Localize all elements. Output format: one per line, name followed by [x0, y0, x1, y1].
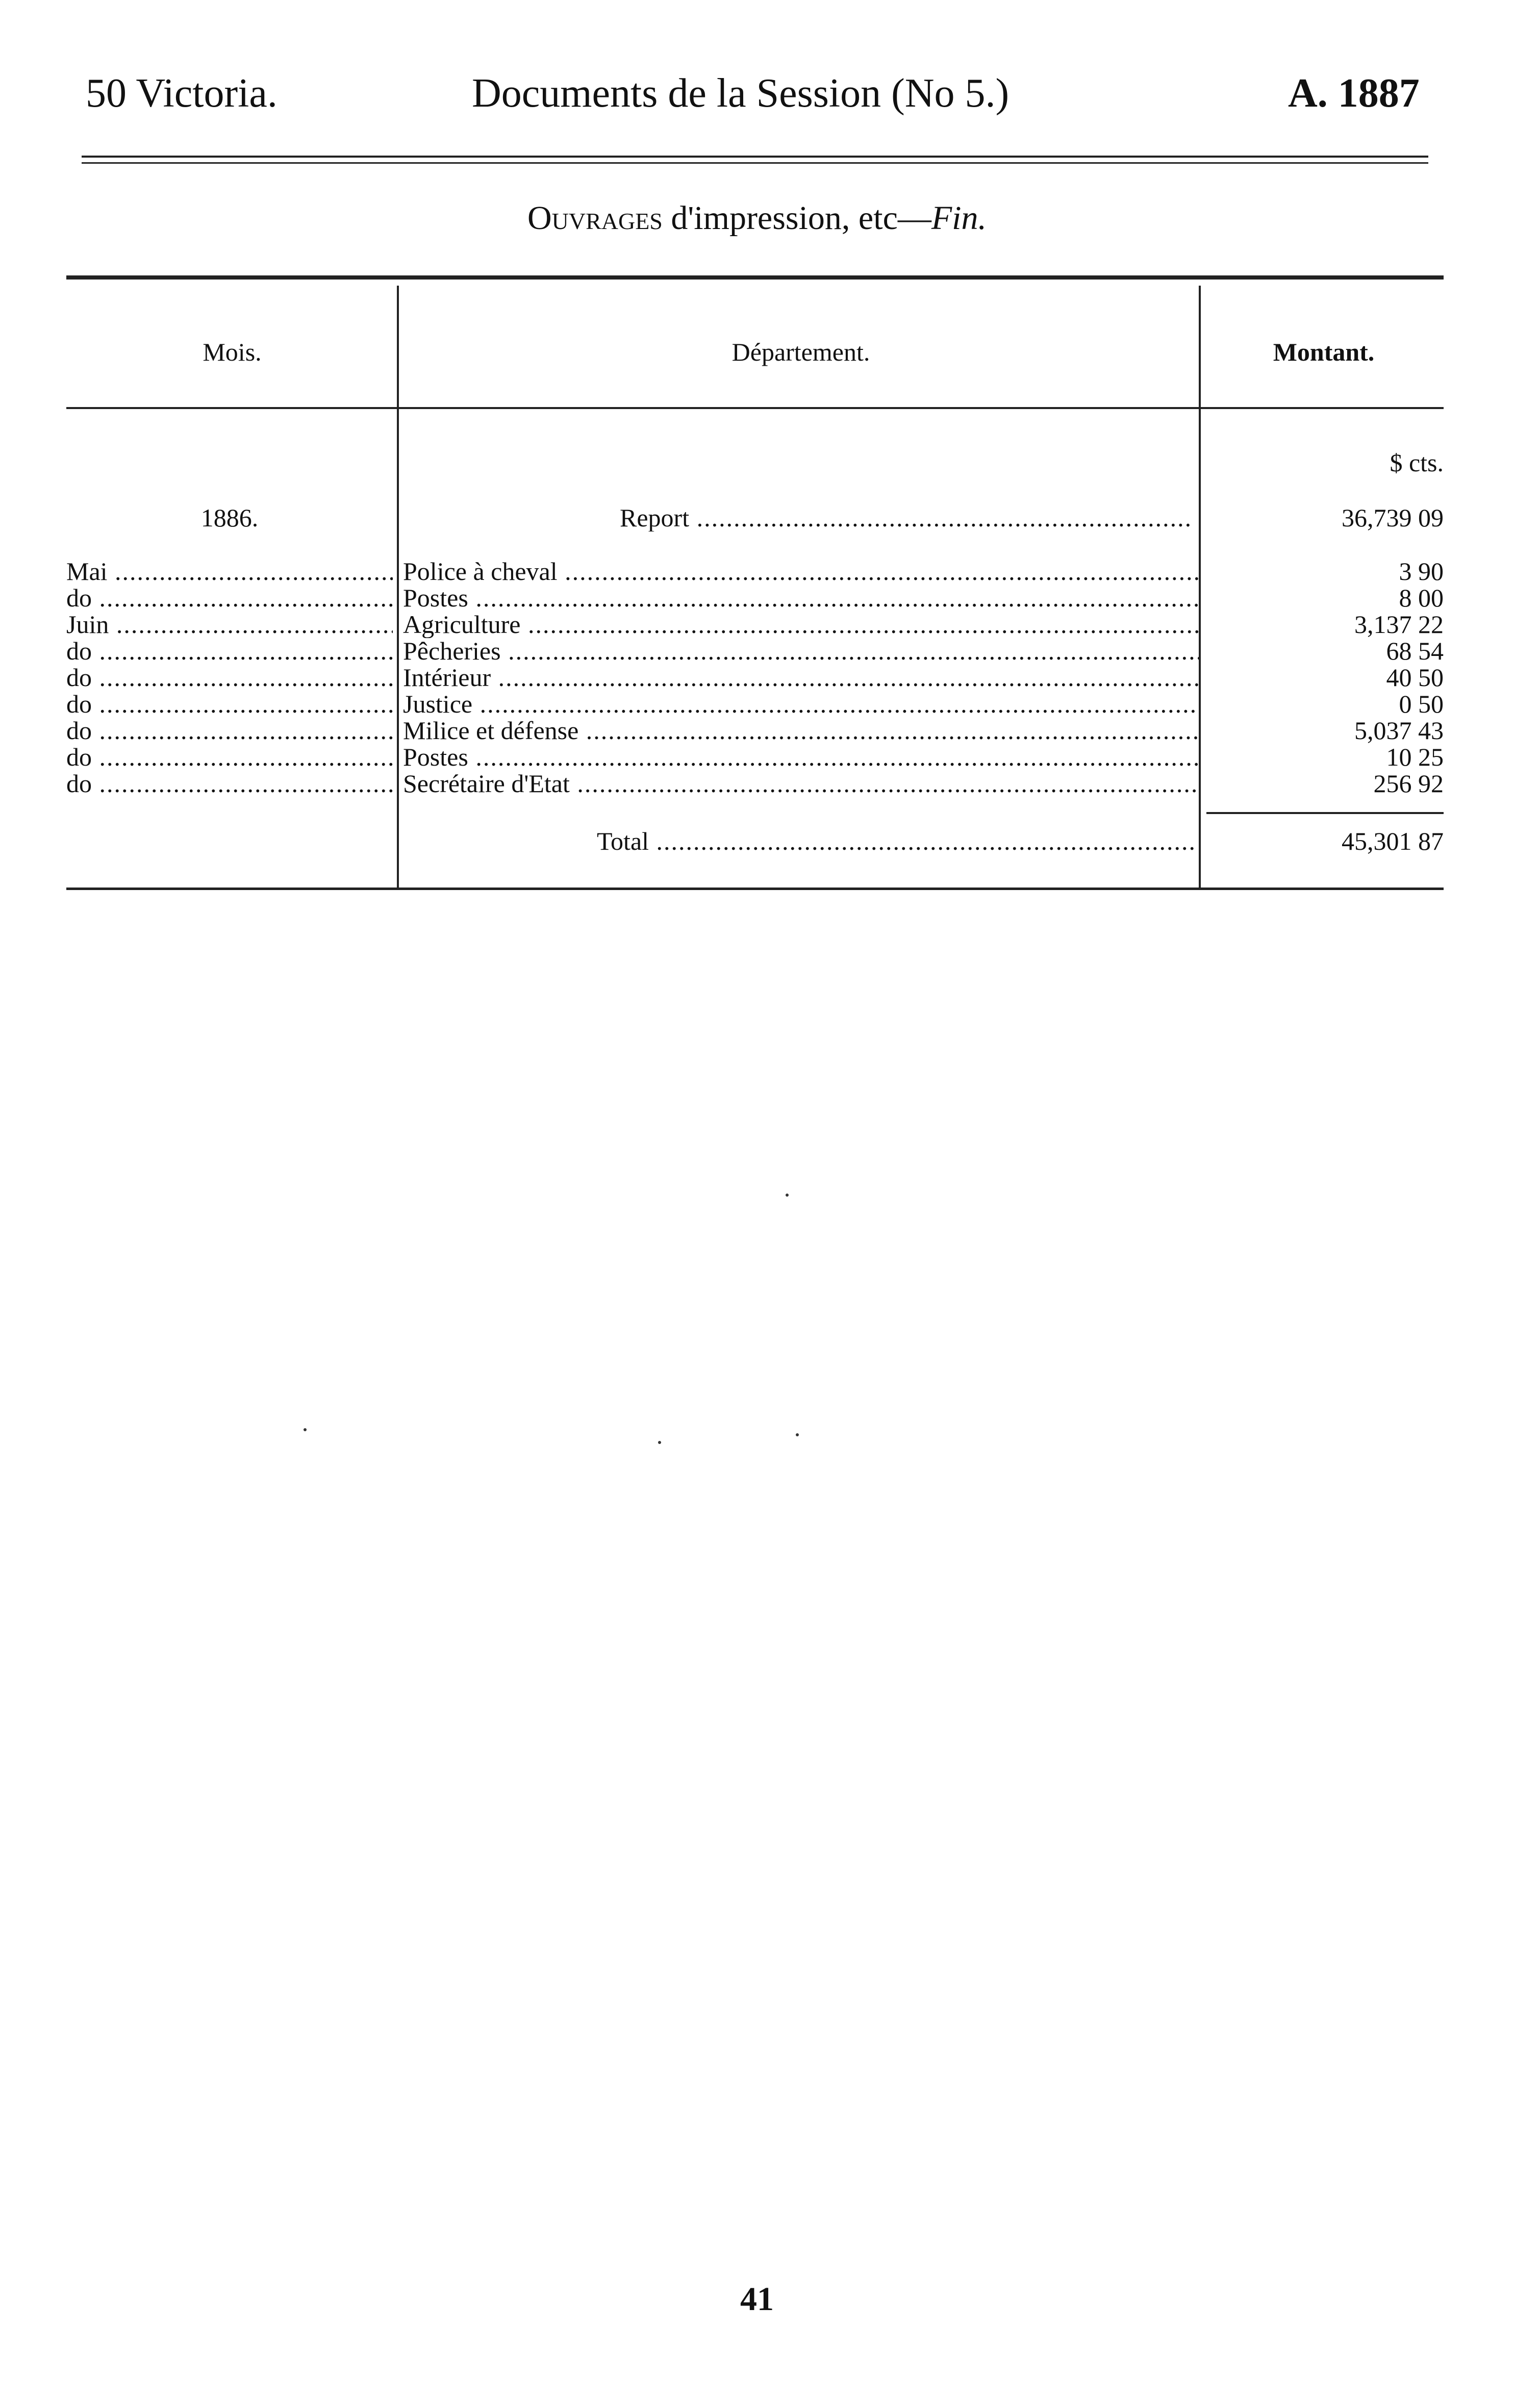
running-header-center: Documents de la Session (No 5.): [472, 71, 1010, 116]
currency-header: $ cts.: [1390, 448, 1444, 477]
row-departement: Justice .....: [403, 690, 1199, 718]
total-label-text: Total .....: [597, 827, 1194, 855]
page-subtitle: [0, 198, 1514, 239]
row-montant: 68 54: [1386, 637, 1444, 665]
report-amount: 36,739 09: [1342, 503, 1444, 532]
print-speck: [304, 1428, 307, 1431]
row-montant: 256 92: [1373, 769, 1444, 798]
row-montant: 40 50: [1386, 663, 1444, 692]
row-mois: do .....: [66, 637, 393, 665]
row-departement: Secrétaire d'Etat .....: [403, 770, 1199, 797]
row-departement: Police à cheval .....: [403, 557, 1199, 585]
column-header-rule: [66, 407, 1444, 409]
column-header-montant: Montant.: [1273, 338, 1375, 366]
row-mois: do .....: [66, 743, 393, 771]
subtitle-italic: Fin.: [931, 199, 987, 237]
row-departement: Agriculture .....: [403, 611, 1199, 638]
report-label: [620, 504, 1191, 531]
print-speck: [658, 1441, 661, 1444]
row-montant: 5,037 43: [1354, 716, 1444, 745]
running-header-left: 50 Victoria.: [86, 71, 277, 116]
row-montant: 0 50: [1399, 690, 1444, 718]
row-departement: Postes .....: [403, 584, 1199, 612]
print-speck: [786, 1194, 789, 1197]
row-departement: Intérieur .....: [403, 664, 1199, 691]
total-amount-rule: [1206, 812, 1444, 814]
row-mois: do .....: [66, 690, 393, 718]
table-rule-bottom: [66, 888, 1444, 890]
row-montant: 3,137 22: [1354, 610, 1444, 639]
total-label: [597, 827, 1194, 855]
column-divider-1: [397, 286, 399, 888]
row-mois: Juin .....: [66, 611, 393, 638]
print-speck: [796, 1433, 799, 1436]
row-mois: do .....: [66, 717, 393, 744]
row-mois: do .....: [66, 584, 393, 612]
row-departement: Pêcheries .....: [403, 637, 1199, 665]
total-amount: 45,301 87: [1342, 827, 1444, 855]
column-divider-2: [1199, 286, 1201, 888]
page-number: 41: [740, 2280, 774, 2318]
running-header-right: A. 1887: [1288, 71, 1420, 116]
header-rule-bottom: [82, 162, 1428, 164]
row-mois: do .....: [66, 770, 393, 797]
table-rule-top: [66, 275, 1444, 280]
row-departement: Milice et défense .....: [403, 717, 1199, 744]
report-label-text: Report .....: [620, 504, 1191, 531]
row-montant: 8 00: [1399, 584, 1444, 612]
header-rule-top: [82, 156, 1428, 158]
subtitle-text: d'impression, etc—: [662, 199, 931, 237]
row-mois: do .....: [66, 664, 393, 691]
report-year: 1886.: [200, 503, 259, 532]
row-departement: Postes .....: [403, 743, 1199, 771]
row-montant: 3 90: [1399, 557, 1444, 586]
subtitle-smallcaps: Ouvrages: [527, 199, 663, 237]
column-header-departement: Département.: [731, 338, 870, 366]
row-montant: 10 25: [1386, 743, 1444, 771]
row-mois: Mai .....: [66, 557, 393, 585]
column-header-mois: Mois.: [203, 338, 262, 366]
